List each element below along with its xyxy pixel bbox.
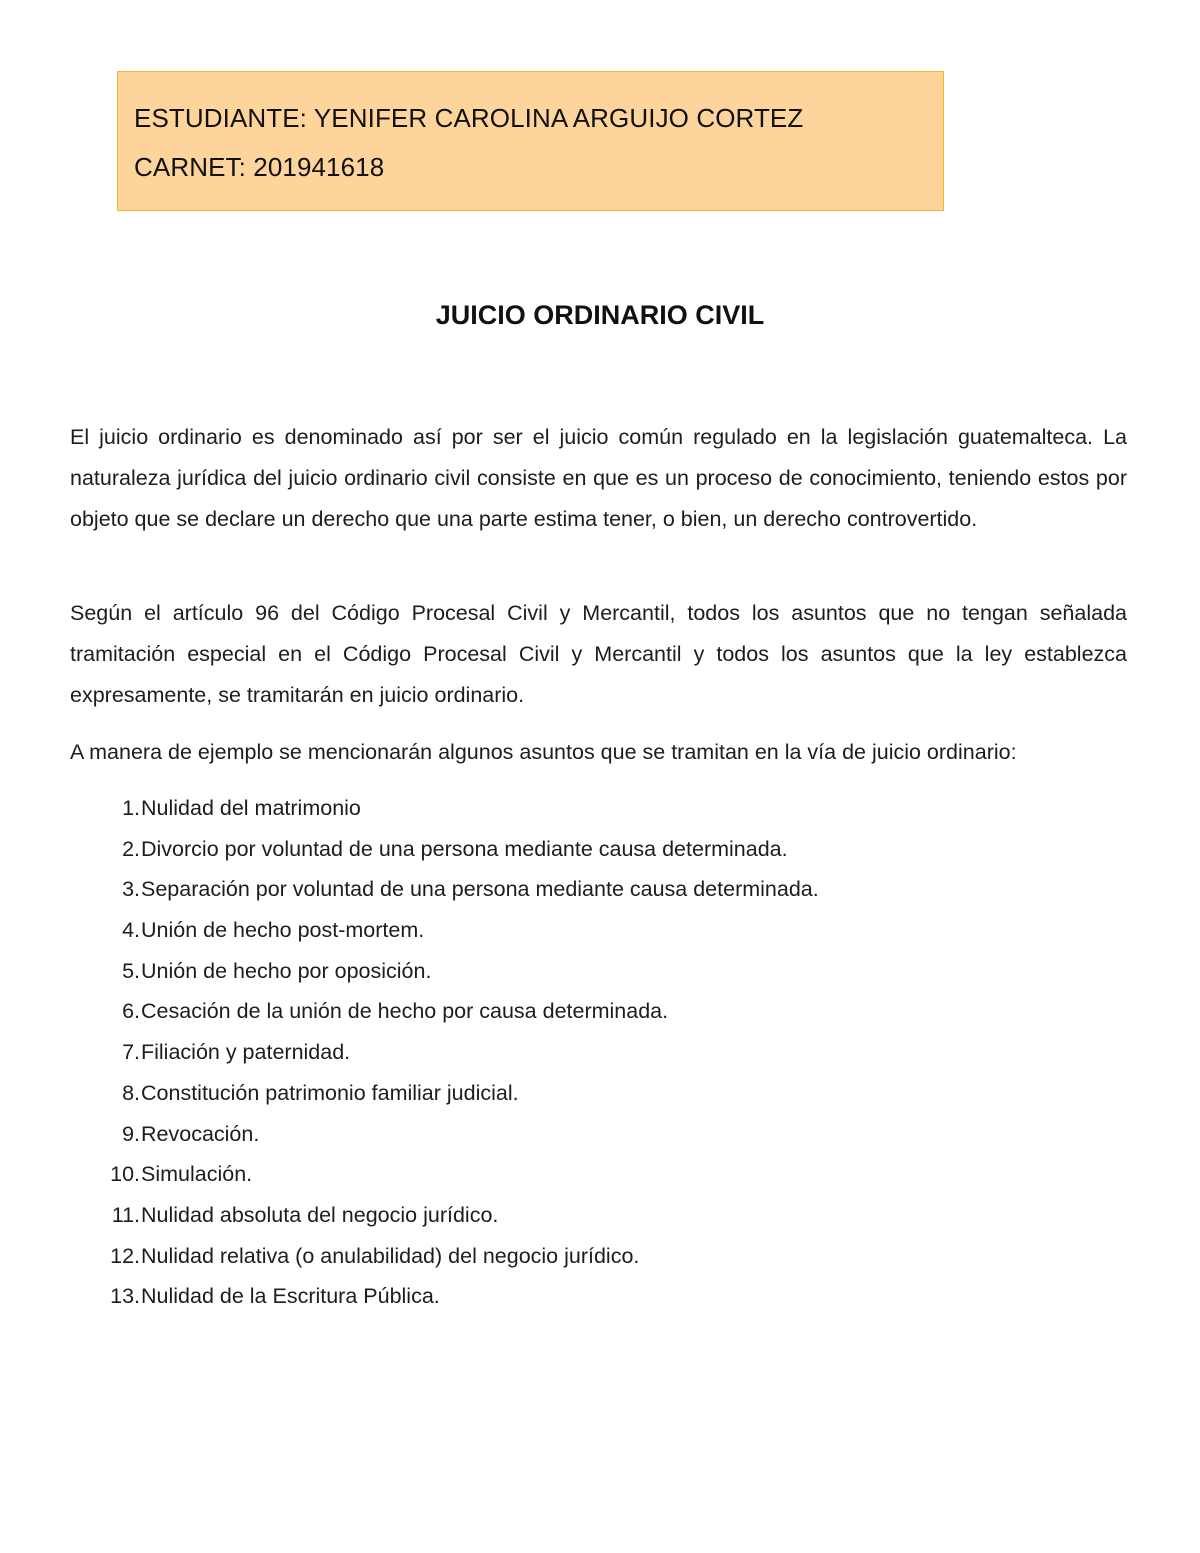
- list-item: [70, 1276, 1130, 1317]
- list-item-number: 2.: [122, 836, 140, 861]
- list-item-text: Nulidad de la Escritura Pública.: [141, 1284, 440, 1309]
- list-item: [70, 788, 1130, 829]
- list-item-number: 9.: [122, 1121, 140, 1146]
- list-item-number: 3.: [122, 877, 140, 902]
- list-item: [70, 1032, 1130, 1073]
- list-item-text: Filiación y paternidad.: [141, 1040, 351, 1065]
- list-item: [70, 829, 1130, 870]
- examples-list: [70, 788, 1130, 1317]
- list-item: [70, 1195, 1130, 1236]
- list-item-number: 11.: [111, 1202, 140, 1227]
- list-item-text: Nulidad del matrimonio: [141, 796, 361, 820]
- list-item-number: 12.: [110, 1243, 140, 1268]
- list-item-text: Nulidad relativa (o anulabilidad) del negocio jurídico.: [141, 1243, 640, 1268]
- list-item-text: Cesación de la unión de hecho por causa determinada.: [141, 999, 669, 1024]
- list-item: [70, 1236, 1130, 1277]
- student-info-box: [117, 71, 944, 211]
- paragraph-intro: El juicio ordinario es denominado así por ser el juicio común regulado en la legislación guatemalteca. La naturaleza jurídica del juicio ordinario civil consiste en que es un proceso de conocimiento, teniendo estos por objeto que se declare un derecho que una parte estima tener, o bien, un derecho controvertido.: [70, 425, 1127, 531]
- list-item-number: 13.: [110, 1284, 140, 1309]
- list-item-number: 8.: [122, 1080, 140, 1105]
- list-item-text: Revocación.: [141, 1121, 260, 1146]
- list-item-text: Unión de hecho por oposición.: [141, 958, 432, 983]
- paragraph-article-96: Según el artículo 96 del Código Procesal Civil y Mercantil, todos los asuntos que no tengan señalada tramitación especial en el Código Procesal Civil y Mercantil y todos los asuntos que la ley establezca expresamente, se tramitarán en juicio ordinario.: [70, 601, 1127, 707]
- list-item: [70, 951, 1130, 992]
- list-item-text: Nulidad absoluta del negocio jurídico.: [141, 1202, 499, 1227]
- list-item-text: Constitución patrimonio familiar judicial.: [141, 1080, 519, 1105]
- list-item-number: 10.: [110, 1162, 140, 1187]
- student-name-line: ESTUDIANTE: YENIFER CAROLINA ARGUIJO CORTEZ: [134, 103, 804, 133]
- list-item-number: 1.: [122, 796, 140, 820]
- list-item-text: Simulación.: [141, 1162, 253, 1187]
- list-item: [70, 1114, 1130, 1155]
- document-title: JUICIO ORDINARIO CIVIL: [435, 300, 765, 330]
- list-item-number: 7.: [122, 1040, 140, 1065]
- list-item: [70, 869, 1130, 910]
- list-item-text: Separación por voluntad de una persona mediante causa determinada.: [141, 877, 819, 902]
- list-item: [70, 1073, 1130, 1114]
- paragraph-examples-intro: A manera de ejemplo se mencionarán algunos asuntos que se tramitan en la vía de juicio ordinario:: [70, 740, 1017, 764]
- list-item-number: 4.: [122, 918, 140, 943]
- list-item-text: Unión de hecho post-mortem.: [141, 918, 425, 943]
- list-item: [70, 910, 1130, 951]
- list-item-number: 6.: [122, 999, 140, 1024]
- list-item-text: Divorcio por voluntad de una persona mediante causa determinada.: [141, 836, 788, 861]
- carnet-line: CARNET: 201941618: [134, 152, 385, 182]
- list-item-number: 5.: [122, 958, 140, 983]
- list-item: [70, 991, 1130, 1032]
- list-item: [70, 1154, 1130, 1195]
